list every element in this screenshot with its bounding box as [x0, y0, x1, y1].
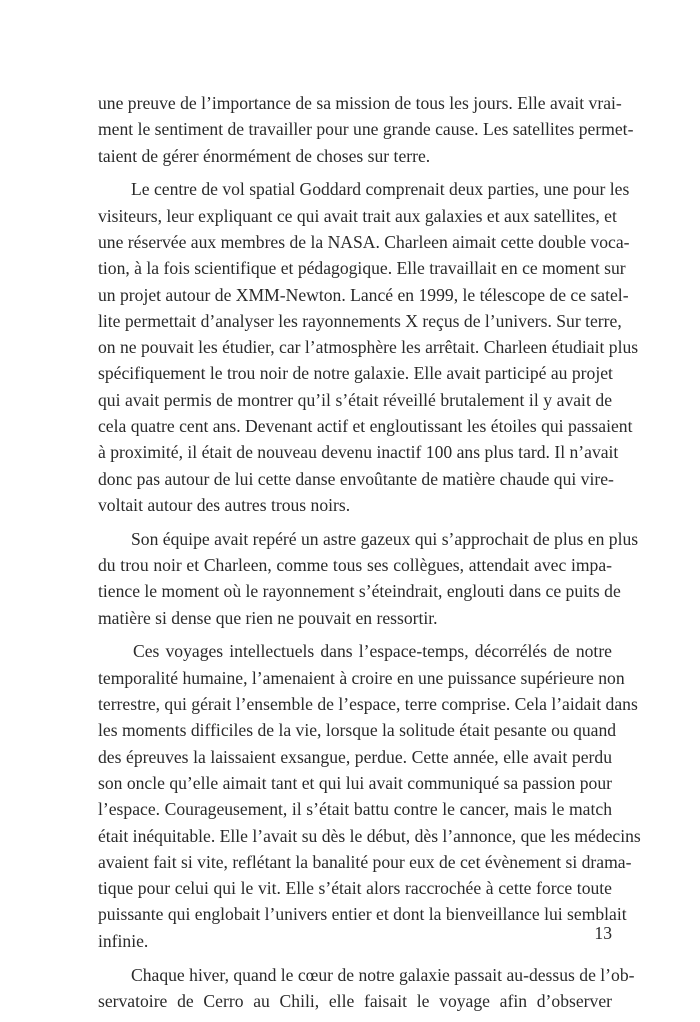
text-line: un projet autour de XMM-Newton. Lancé en 1999, le télescope de ce satel-	[98, 284, 629, 305]
text-line: des épreuves la laissaient exsangue, perdue. Cette année, elle avait perdu	[98, 746, 612, 767]
text-line: visiteurs, leur expliquant ce qui avait trait aux galaxies et aux satellites, et	[98, 205, 617, 226]
text-line: Chaque hiver, quand le cœur de notre galaxie passait au-dessus de l’ob-	[131, 964, 635, 985]
text-line: Son équipe avait repéré un astre gazeux qui s’approchait de plus en plus	[131, 528, 639, 549]
text-line: cela quatre cent ans. Devenant actif et engloutissant les étoiles qui passaient	[98, 416, 633, 437]
text-line: temporalité humaine, l’amenaient à croire en une puissance supérieure non	[98, 667, 625, 688]
text-line: avaient fait si vite, reflétant la banalité pour eux de cet évènement si drama-	[98, 851, 632, 872]
body-text	[98, 90, 641, 1022]
text-line: tience le moment où le rayonnement s’éteindrait, englouti dans ce puits de	[98, 581, 621, 602]
text-line: puissante qui englobait l’univers entier et dont la bienveillance lui semblait	[98, 904, 627, 925]
text-line: tique pour celui qui le vit. Elle s’était alors raccrochée à cette force toute	[98, 878, 612, 899]
text-line: tion, à la fois scientifique et pédagogique. Elle travaillait en ce moment sur	[98, 258, 626, 279]
paragraph-2	[98, 176, 639, 518]
text-line: une réservée aux membres de la NASA. Charleen aimait cette double voca-	[98, 231, 630, 252]
paragraph-5	[98, 962, 635, 1015]
text-line: les moments difficiles de la vie, lorsque la solitude était pesante ou quand	[98, 720, 617, 741]
text-line: matière si dense que rien ne pouvait en ressortir.	[98, 607, 438, 628]
text-line: qui avait permis de montrer qu’il s’était réveillé brutalement il y avait de	[98, 389, 612, 410]
text-line: Ces voyages intellectuels dans l’espace-temps, décorrélés de notre	[133, 641, 612, 662]
text-line: servatoire de Cerro au Chili, elle faisait le voyage afin d’observer	[98, 990, 612, 1011]
text-line: donc pas autour de lui cette danse envoûtante de matière chaude qui vire-	[98, 468, 614, 489]
text-line: terrestre, qui gérait l’ensemble de l’espace, terre comprise. Cela l’aidait dans	[98, 694, 638, 715]
text-line: était inéquitable. Elle l’avait su dès le début, dès l’annonce, que les médecins	[98, 825, 641, 846]
text-line: infinie.	[98, 930, 149, 951]
text-line: lite permettait d’analyser les rayonnements X reçus de l’univers. Sur terre,	[98, 310, 622, 331]
text-line: une preuve de l’importance de sa mission de tous les jours. Elle avait vrai-	[98, 93, 622, 113]
text-line: à proximité, il était de nouveau devenu inactif 100 ans plus tard. Il n’avait	[98, 442, 619, 463]
text-line: voltait autour des autres trous noirs.	[98, 494, 351, 515]
text-line: l’espace. Courageusement, il s’était battu contre le cancer, mais le match	[98, 799, 612, 820]
text-line: spécifiquement le trou noir de notre galaxie. Elle avait participé au projet	[98, 363, 613, 384]
paragraph-1	[98, 90, 634, 169]
text-line: Le centre de vol spatial Goddard comprenait deux parties, une pour les	[131, 179, 630, 200]
paragraph-4	[98, 638, 641, 954]
text-line: du trou noir et Charleen, comme tous ses collègues, attendait avec impa-	[98, 555, 612, 576]
paragraph-3	[98, 526, 639, 631]
text-line: on ne pouvait les étudier, car l’atmosphère les arrêtait. Charleen étudiait plus	[98, 337, 639, 358]
text-line: taient de gérer énormément de choses sur terre.	[98, 145, 431, 166]
text-line: ment le sentiment de travailler pour une grande cause. Les satellites permet-	[98, 119, 634, 140]
text-line: son oncle qu’elle aimait tant et qui lui avait communiqué sa passion pour	[98, 772, 613, 793]
page-number: 13	[594, 923, 612, 943]
